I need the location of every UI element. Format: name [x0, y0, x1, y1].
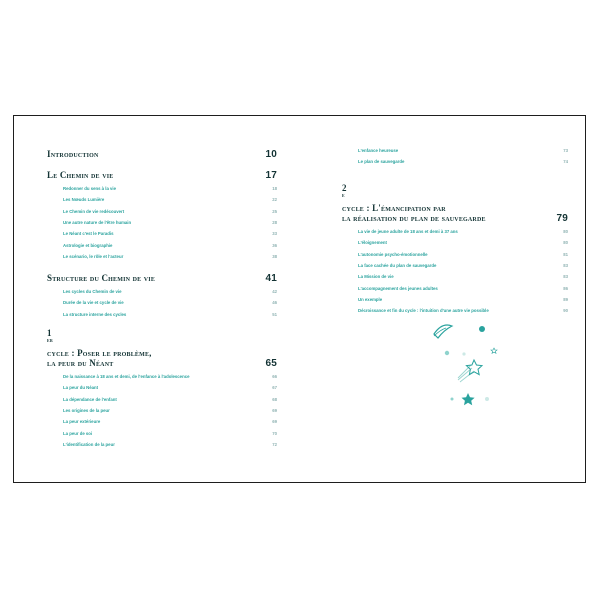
toc-entry-page-number: 33 [272, 231, 277, 237]
toc-entry-page-number: 66 [272, 374, 277, 380]
toc-entry[interactable] [47, 427, 277, 438]
toc-entry-page-number: 46 [272, 300, 277, 306]
toc-entry-label: Les origines de la peur [63, 408, 110, 414]
left-page [14, 116, 302, 482]
section-title: Introduction [47, 149, 99, 159]
section-heading[interactable] [47, 274, 277, 283]
leaf-icon [434, 325, 452, 338]
toc-entry[interactable] [47, 309, 277, 320]
toc-section-introduction [47, 150, 277, 159]
toc-entry-label: La vie de jeune adulte de 18 ans et demi à 37 ans [358, 229, 458, 235]
toc-entry-label: L'identification de la peur [63, 441, 115, 447]
toc-entry-page-number: 25 [272, 208, 277, 214]
section-page-number: 65 [265, 358, 277, 369]
toc-entry-page-number: 38 [272, 253, 277, 259]
toc-item-list [47, 371, 277, 450]
section-title: 2 e cycle : L'émancipation par la réalisation du plan de sauvegarde [342, 183, 486, 223]
toc-entry-label: La peur extérieure [63, 419, 101, 425]
toc-entry[interactable] [342, 305, 568, 316]
toc-entry[interactable] [342, 282, 568, 293]
toc-entry[interactable] [47, 239, 277, 250]
section-page-number: 79 [556, 213, 568, 224]
toc-entry-page-number: 72 [272, 441, 277, 447]
toc-entry-page-number: 73 [563, 148, 568, 154]
toc-item-list [342, 145, 568, 168]
toc-entry[interactable] [47, 251, 277, 262]
toc-entry-label: Durée de la vie et cycle de vie [63, 300, 124, 306]
toc-entry-label: Décroissance et fin du cycle : l'intuition d'une autre vie possible [358, 308, 489, 314]
toc-entry-page-number: 70 [272, 430, 277, 436]
toc-entry-page-number: 83 [563, 274, 568, 280]
toc-entry-label: La peur de soi [63, 430, 93, 436]
toc-entry[interactable] [342, 294, 568, 305]
toc-entry[interactable] [342, 271, 568, 282]
toc-entry-page-number: 42 [272, 289, 277, 295]
toc-entry[interactable] [47, 217, 277, 228]
toc-entry[interactable] [47, 206, 277, 217]
toc-entry-page-number: 69 [272, 419, 277, 425]
toc-entry-page-number: 18 [272, 186, 277, 192]
toc-entry[interactable] [47, 394, 277, 405]
toc-entry[interactable] [47, 382, 277, 393]
section-title: Le Chemin de vie [47, 170, 114, 180]
section-heading[interactable] [342, 183, 568, 223]
toc-entry-label: La face cachée du plan de sauvegarde [358, 263, 437, 269]
toc-entry[interactable] [342, 226, 568, 237]
toc-entry-page-number: 68 [272, 396, 277, 402]
toc-entry[interactable] [47, 286, 277, 297]
toc-entry-label: L'autonomie psycho-émotionnelle [358, 251, 428, 257]
toc-section-structure [47, 274, 277, 320]
section-page-number: 41 [265, 273, 277, 284]
toc-entry-label: Le Chemin de vie redécouvert [63, 208, 125, 214]
toc-entry[interactable] [47, 439, 277, 450]
toc-entry-page-number: 83 [563, 263, 568, 269]
small-star-icon [491, 348, 497, 353]
toc-entry-label: La dépendance de l'enfant [63, 396, 117, 402]
toc-section-cycle-1 [47, 328, 277, 450]
toc-entry-label: La Mission de vie [358, 274, 394, 280]
toc-entry-page-number: 90 [563, 308, 568, 314]
toc-entry[interactable] [342, 237, 568, 248]
toc-entry-label: De la naissance à 18 ans et demi, de l'enfance à l'adolescence [63, 374, 190, 380]
toc-entry[interactable] [47, 194, 277, 205]
toc-entry[interactable] [47, 405, 277, 416]
dot-icon [451, 398, 454, 401]
right-page [302, 116, 587, 482]
toc-entry-page-number: 86 [563, 285, 568, 291]
toc-entry-page-number: 51 [272, 311, 277, 317]
stars-illustration [422, 316, 512, 411]
toc-entry-page-number: 22 [272, 197, 277, 203]
toc-entry[interactable] [342, 156, 568, 167]
book-spread [13, 115, 586, 483]
section-heading[interactable] [47, 171, 277, 180]
toc-entry-label: Astrologie et biographie [63, 242, 113, 248]
toc-entry[interactable] [47, 228, 277, 239]
toc-entry-label: Les Nœuds Lumière [63, 197, 105, 203]
toc-entry-label: La structure interne des cycles [63, 311, 127, 317]
toc-item-list [342, 226, 568, 316]
toc-entry[interactable] [47, 297, 277, 308]
toc-entry-page-number: 89 [563, 296, 568, 302]
toc-entry-page-number: 28 [272, 220, 277, 226]
section-heading[interactable] [47, 150, 277, 159]
toc-entry-label: L'éloignement [358, 240, 387, 246]
section-heading[interactable] [47, 328, 277, 368]
toc-entry-label: L'accompagnement des jeunes adultes [358, 285, 438, 291]
dot-icon [485, 397, 489, 401]
toc-entry-page-number: 67 [272, 385, 277, 391]
toc-continued-items [342, 145, 568, 168]
toc-entry-page-number: 74 [563, 159, 568, 165]
section-title: 1 er cycle : Poser le problème, la peur du Néant [47, 328, 152, 368]
toc-section-chemin-de-vie [47, 171, 277, 262]
toc-entry-label: Une autre nature de l'être humain [63, 220, 132, 226]
toc-entry-label: La peur du Néant [63, 385, 99, 391]
toc-entry-page-number: 80 [563, 240, 568, 246]
toc-entry-label: Redonner du sens à la vie [63, 186, 117, 192]
star-icon [462, 393, 475, 405]
section-title: Structure du Chemin de vie [47, 273, 156, 283]
section-page-number: 10 [265, 149, 277, 160]
toc-section-cycle-2 [342, 183, 568, 316]
dot-icon [445, 351, 449, 355]
toc-entry[interactable] [47, 416, 277, 427]
shooting-star-icon [458, 360, 482, 382]
dot-icon [462, 352, 465, 355]
dot-icon [479, 326, 485, 332]
toc-entry-label: Un exemple [358, 296, 383, 302]
toc-entry-page-number: 81 [563, 251, 568, 257]
toc-item-list [47, 183, 277, 262]
toc-entry-label: Le scénario, le rôle et l'acteur [63, 253, 124, 259]
toc-entry-label: L'enfance heureuse [358, 148, 399, 154]
toc-entry-page-number: 80 [563, 229, 568, 235]
section-page-number: 17 [265, 170, 277, 181]
toc-entry-page-number: 69 [272, 408, 277, 414]
toc-entry-page-number: 36 [272, 242, 277, 248]
toc-entry[interactable] [342, 249, 568, 260]
toc-entry-label: Le plan de sauvegarde [358, 159, 405, 165]
toc-item-list [47, 286, 277, 320]
toc-entry[interactable] [342, 260, 568, 271]
toc-entry-label: Les cycles du Chemin de vie [63, 289, 122, 295]
toc-entry[interactable] [47, 371, 277, 382]
toc-entry[interactable] [342, 145, 568, 156]
toc-entry-label: Le Néant c'est le Paradis [63, 231, 114, 237]
toc-entry[interactable] [47, 183, 277, 194]
